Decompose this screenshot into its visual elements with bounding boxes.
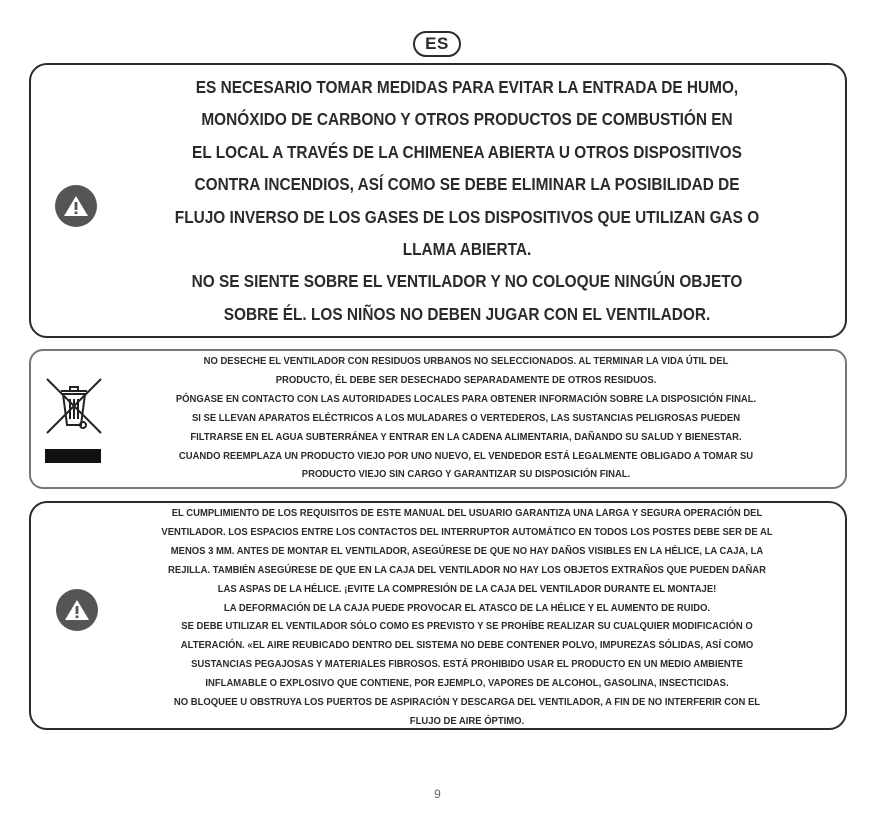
text-line: SE DEBE UTILIZAR EL VENTILADOR SÓLO COMO ES PREVISTO Y SE PROHÍBE REALIZAR SU CUALQUIER MODIFICACIÓN O xyxy=(181,621,753,633)
text-line: NO DESECHE EL VENTILADOR CON RESIDUOS URBANOS NO SELECCIONADOS. AL TERMINAR LA VIDA ÚTIL DEL xyxy=(203,356,729,367)
warning-text-2 xyxy=(123,505,811,732)
text-line: SOBRE ÉL. LOS NIÑOS NO DEBEN JUGAR CON EL VENTILADOR. xyxy=(223,303,711,324)
weee-bar xyxy=(45,449,101,463)
text-line: LAS ASPAS DE LA HÉLICE. ¡EVITE LA COMPRESIÓN DE LA CAJA DEL VENTILADOR DURANTE EL MONTAJE! xyxy=(217,583,717,595)
text-line: LA DEFORMACIÓN DE LA CAJA PUEDE PROVOCAR EL ATASCO DE LA HÉLICE Y EL AUMENTO DE RUIDO. xyxy=(223,602,711,614)
text-line: NO BLOQUEE U OBSTRUYA LOS PUERTOS DE ASPIRACIÓN Y DESCARGA DEL VENTILADOR, A FIN DE NO INTERFERIR CON EL xyxy=(173,697,761,709)
text-line: PRODUCTO, ÉL DEBE SER DESECHADO SEPARADAMENTE DE OTROS RESIDUOS. xyxy=(275,374,657,386)
warning-box-operation xyxy=(29,501,847,730)
text-line: SI SE LLEVAN APARATOS ELÉCTRICOS A LOS MULADARES O VERTEDEROS, LAS SUSTANCIAS PELIGROSAS PUEDEN xyxy=(191,412,741,424)
disposal-text xyxy=(123,353,809,485)
text-line: INFLAMABLE O EXPLOSIVO QUE CONTIENE, POR EJEMPLO, VAPORES DE ALCOHOL, GASOLINA, INSECTICIDAS. xyxy=(205,678,729,690)
language-badge: ES xyxy=(413,31,461,57)
text-line: MONÓXIDO DE CARBONO Y OTROS PRODUCTOS DE COMBUSTIÓN EN xyxy=(201,109,733,130)
text-line: NO SE SIENTE SOBRE EL VENTILADOR Y NO COLOQUE NINGÚN OBJETO xyxy=(191,271,743,292)
warning-box-smoke xyxy=(29,63,847,338)
text-line: EL LOCAL A TRAVÉS DE LA CHIMENEA ABIERTA U OTROS DISPOSITIVOS xyxy=(192,141,742,162)
text-line: MENOS 3 MM. ANTES DE MONTAR EL VENTILADOR, ASEGÚRESE DE QUE NO HAY DAÑOS VISIBLES EN LA HÉLICE, LA CAJA, LA xyxy=(170,545,764,557)
text-line: CONTRA INCENDIOS, ASÍ COMO SE DEBE ELIMINAR LA POSIBILIDAD DE xyxy=(194,174,740,195)
text-line: LLAMA ABIERTA. xyxy=(402,239,532,260)
text-line: ES NECESARIO TOMAR MEDIDAS PARA EVITAR LA ENTRADA DE HUMO, xyxy=(195,77,739,97)
text-line: PRODUCTO VIEJO SIN CARGO Y GARANTIZAR SU DISPOSICIÓN FINAL. xyxy=(301,469,631,481)
text-line: REJILLA. TAMBIÉN ASEGÚRESE DE QUE EN LA CAJA DEL VENTILADOR NO HAY LOS OBJETOS EXTRAÑOS QUE PUEDEN DAÑAR xyxy=(168,564,766,576)
warning-triangle-icon xyxy=(55,185,97,227)
text-line: EL CUMPLIMIENTO DE LOS REQUISITOS DE ESTE MANUAL DEL USUARIO GARANTIZA UNA LARGA Y SEGURA OPERACIÓN DEL xyxy=(171,508,763,519)
disposal-box xyxy=(29,349,847,489)
warning-text-1 xyxy=(145,71,789,330)
text-line: SUSTANCIAS PEGAJOSAS Y MATERIALES FIBROSOS. ESTÁ PROHIBIDO USAR EL PRODUCTO EN UN MEDIO AMBIENTE xyxy=(191,659,743,671)
crossed-out-bin-icon xyxy=(43,375,105,437)
text-line: FLUJO DE AIRE ÓPTIMO. xyxy=(409,715,525,727)
text-line: ALTERACIÓN. «EL AIRE REUBICADO DENTRO DEL SISTEMA NO DEBE CONTENER POLVO, IMPUREZAS SÓLIDAS, ASÍ COMO xyxy=(180,640,754,652)
text-line: VENTILADOR. LOS ESPACIOS ENTRE LOS CONTACTOS DEL INTERRUPTOR AUTOMÁTICO EN TODOS LOS POSTES DEBE SER DE AL xyxy=(161,526,773,538)
page-number: 9 xyxy=(434,787,441,801)
text-line: FILTRARSE EN EL AGUA SUBTERRÁNEA Y ENTRAR EN LA CADENA ALIMENTARIA, DAÑANDO SU SALUD Y BIENESTAR. xyxy=(190,431,742,443)
warning-triangle-icon xyxy=(56,589,98,631)
text-line: PÓNGASE EN CONTACTO CON LAS AUTORIDADES LOCALES PARA OBTENER INFORMACIÓN SOBRE LA DISPOSICIÓN FINAL. xyxy=(175,393,757,405)
text-line: CUANDO REEMPLAZA UN PRODUCTO VIEJO POR UNO NUEVO, EL VENDEDOR ESTÁ LEGALMENTE OBLIGADO A TOMAR SU xyxy=(178,450,754,462)
text-line: FLUJO INVERSO DE LOS GASES DE LOS DISPOSITIVOS QUE UTILIZAN GAS O xyxy=(174,206,760,227)
